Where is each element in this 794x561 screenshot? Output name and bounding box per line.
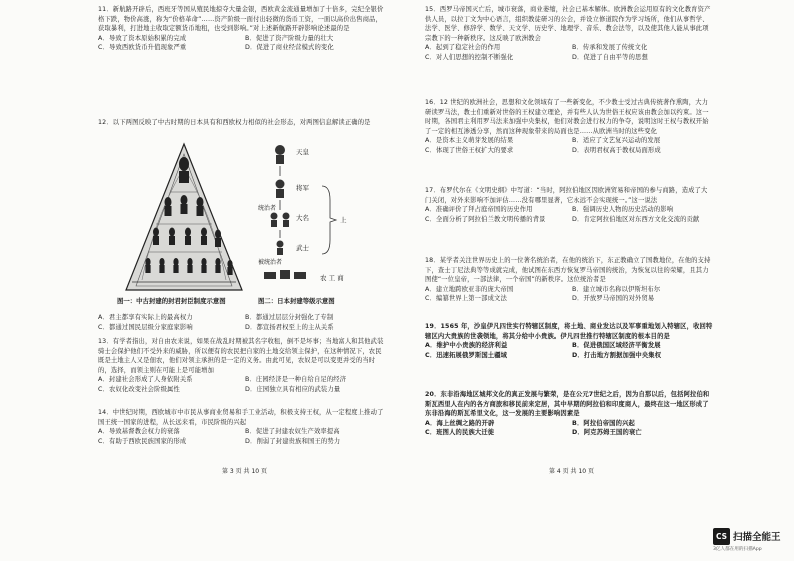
option-a: A．建立地跨欧亚非的庞大帝国 — [425, 285, 514, 293]
option-c: C．农奴化改变社会阶级属性 — [98, 385, 180, 393]
option-c: C．对人们思想的控制不断强化 — [425, 53, 514, 61]
option-c: C．导致西欧货币升值现象严重 — [98, 44, 187, 52]
option-b: B．适应了文艺复兴运动的发展 — [572, 137, 661, 145]
option-b: B．促进俄国区域经济平衡发展 — [572, 342, 661, 350]
option-d: D．表明君权高于教权局面形成 — [572, 146, 661, 154]
question-15 — [425, 5, 713, 63]
option-b: B．庄园经济是一种自给自足的经济 — [245, 376, 347, 384]
question-11 — [98, 5, 386, 53]
question-18 — [425, 256, 713, 304]
question-stem: 14．中世纪时期，西欧城市中市民从事商业贸易和手工业活动，积极支持王权，从一定程度上推动了国王统一国家的进程，从长远来看，市民阶级的兴起 — [98, 409, 384, 426]
option-c: C．都通过国民层级分家庭家影响 — [98, 323, 193, 331]
option-c: C．全面分析了阿拉伯兰教文明传播的背景 — [425, 215, 546, 223]
question-13 — [98, 337, 386, 395]
option-d: D．促进了自由平等的思想 — [572, 53, 648, 61]
answer-options — [98, 313, 386, 332]
question-stem: 19．1565 年，沙皇伊凡四世实行特辖区制度，将土地、商业发达以及军事重地划入特辖区，收回特辖区内大贵族的世袭领地，将其分给中小贵族。伊凡四世推行特辖区制度的根本目的是 — [425, 323, 713, 340]
answer-options — [425, 205, 713, 224]
question-12-options — [98, 313, 386, 332]
option-b: B．阿拉伯帝国的兴起 — [572, 419, 635, 427]
option-d: D．阿克苏姆王国的衰亡 — [572, 429, 642, 437]
figure-2-caption: 图二：日本封建等级示意图 — [258, 297, 335, 305]
option-b: B．传承和发展了传统文化 — [572, 44, 648, 52]
question-stem: 12．以下两图反映了中古时期的日本具有和西欧权力相似的社会形态，对两图信息解读正确的是 — [98, 119, 371, 126]
option-c: C．班图人的民族大迁徙 — [425, 429, 495, 437]
option-c: C．编纂世界上第一部成文法 — [425, 295, 507, 303]
option-a: A．起到了稳定社会的作用 — [425, 44, 501, 52]
question-stem: 17．布罗代尔在《文明史纲》中写道：“当时，阿拉伯地区因欧洲贸易和帝国的参与商路，造成了大门关闭，对外来影响不加评估……没有哪里显著，它永远不会实现统一。”这一说法 — [425, 187, 708, 204]
option-b: B．都通过层层分封强化了专制 — [245, 314, 334, 321]
option-a: A．导致了资本原始积累的完成 — [98, 34, 187, 42]
answer-options — [425, 136, 713, 155]
question-stem: 13．有学者指出，对自由农来说，如果在战乱时期被其名字收租，倒不是坏事；当地富人和其他武装骑士会保护他们不受外来的威胁，所以便有的农民把自家的土地交给领主保护，在这种情况下，农民既是土地主人又是佃农，他们对领主承担的是一定的义务。由此可见，农奴是可以变更并受的当时的，选择，而领主则在可能上是可能增加 — [98, 338, 384, 374]
right-exam-page — [397, 0, 794, 561]
option-d: D．打击地方割据加强中央集权 — [572, 351, 662, 359]
option-a: A．维护中小贵族的经济利益 — [425, 342, 508, 350]
option-d: D．都宣扬君权至上的主从关系 — [245, 323, 334, 331]
camscanner-logo-icon: CS — [713, 528, 730, 545]
option-c: C．体现了世俗王权扩大的要求 — [425, 146, 514, 154]
option-c: C．迅速拓展俄罗斯国土疆域 — [425, 351, 508, 359]
option-d: D．肯定阿拉伯地区对东西方文化交流的贡献 — [572, 215, 700, 223]
option-a: A．君主都享有实际上的最高权力 — [98, 314, 193, 321]
feudal-pyramid-figure — [118, 140, 250, 300]
label-daimyo: 大名 — [296, 214, 309, 222]
answer-options — [425, 341, 713, 360]
option-b: B．强调历史人物的历史活动的影响 — [572, 206, 674, 214]
watermark-subtitle: 3亿人都在用的扫描App — [713, 547, 762, 552]
label-emperor: 天皇 — [296, 148, 309, 156]
question-stem: 18．某学者关注世界历史上的一位著名统治者，在他的统治下，东正教确立了国教地位，在他的支持下，查士丁尼法典等等成就完成，他试图在东西方恢复罗马帝国的统治，为恢复以往的荣耀，且其力图使“一位皇帝，一部法律，一个帝国”的新秩序。这位统治者是 — [425, 257, 711, 284]
question-17 — [425, 186, 713, 224]
question-stem: 20．东非沿海地区城邦文化的真正发展与繁荣，是在公元7世纪之后，因为自那以后，包括阿拉伯和斯瓦西里人在内的各方商旅和移民前来定居，其中早期的阿拉伯和印度商人，最终在这一地区形成了东非沿海的斯瓦希里文化，这一发展的主要影响因素是 — [425, 391, 710, 418]
label-ruled: 被统治者 — [258, 259, 283, 266]
answer-options — [425, 285, 713, 304]
question-19 — [425, 322, 713, 360]
answer-options — [425, 419, 713, 438]
page-number: 第 4 页 共 10 页 — [549, 468, 594, 475]
option-a: A．海上丝绸之路的开辟 — [425, 419, 495, 427]
label-commoners: 农 工 商 — [320, 274, 344, 282]
watermark-app-name: 扫描全能王 — [733, 532, 781, 543]
option-a: A．是资本主义萌芽发展的结果 — [425, 137, 514, 145]
label-rulers: 统治者 — [258, 205, 277, 212]
question-12-stem — [98, 118, 386, 128]
option-b: B．促进了封建农奴生产效率提高 — [245, 428, 340, 436]
option-b: B．促进了资产阶级力量的壮大 — [245, 34, 334, 42]
label-shogun: 将军 — [296, 184, 309, 192]
question-stem: 11．新航路开辟后，西班牙等国从殖民地掠夺大量金银，西欧黄金流通量增加了十倍多，完纪全银价格下跌，物价高涨，称为“价格革命”……资产阶级一面付出轻微的货币工资，一面以高价出售商品，获取暴利，打进地主收取定额货币地租，也受到影响。”对上述新航路开辟影响论述最的是 — [98, 6, 384, 33]
scanner-watermark — [713, 526, 791, 556]
question-20 — [425, 390, 713, 438]
answer-options — [98, 375, 386, 394]
answer-options — [98, 427, 386, 446]
option-a: A．封建社会形成了人身依附关系 — [98, 376, 193, 384]
label-samurai: 武士 — [296, 244, 309, 252]
answer-options — [98, 34, 386, 53]
option-d: D．开放罗马帝国的对外贸易 — [572, 295, 655, 303]
question-16 — [425, 98, 713, 156]
option-d: D．削弱了封建贵族和国王的势力 — [245, 437, 341, 445]
option-a: A．导致基督教会权力的衰落 — [98, 428, 180, 436]
japan-hierarchy-figure — [258, 140, 374, 300]
option-b: B．建立城市名称以伊斯坦布尔 — [572, 285, 661, 293]
page-number: 第 3 页 共 10 页 — [222, 468, 267, 475]
question-stem: 16．12 世纪的欧洲社会，思想和文化领域有了一些新变化，不少教士受过古典传统著作熏陶，大力研读罗马法，教士们重新对世俗的王权建立理论，并有些人认为世俗王权应该由教会加以约束。这一时期，各国君主利用罗马法来加强中央集权，他们对教会进行权力的争夺，说明这时王权与教权开始了一定的相互渗透分享，然而这种现象带来的局面也是……从欧洲当时的这些变化 — [425, 99, 709, 135]
label-upper-mark: 上 — [340, 216, 347, 224]
option-a: A．准确评价了拜占庭帝国的历史作用 — [425, 206, 533, 214]
question-stem: 15．西罗马帝国灭亡后，城市衰落，商业萎缩，社会已基本解体。欧洲教会运用原有的文化教育资产供人员，以拉丁文为中心语言，组织教徒研习的公会，并设立修道院作为学习场所，他们从事哲学、法学、医学、修辞学、数学、天文学、历史学、地理学、音乐、教会法等，以及使其他人能从事此项宗教下的一种新秩序。这反映了欧洲教会 — [425, 6, 711, 42]
option-d: D．庄园独立具有相应的武装力量 — [245, 385, 341, 393]
answer-options — [425, 43, 713, 62]
option-c: C．有助于西欧民族国家的形成 — [98, 437, 187, 445]
question-14 — [98, 408, 386, 446]
figure-1-caption: 图一：中古封建的封君封臣制度示意图 — [117, 297, 226, 305]
option-d: D．促进了商业经营模式的变化 — [245, 44, 334, 52]
